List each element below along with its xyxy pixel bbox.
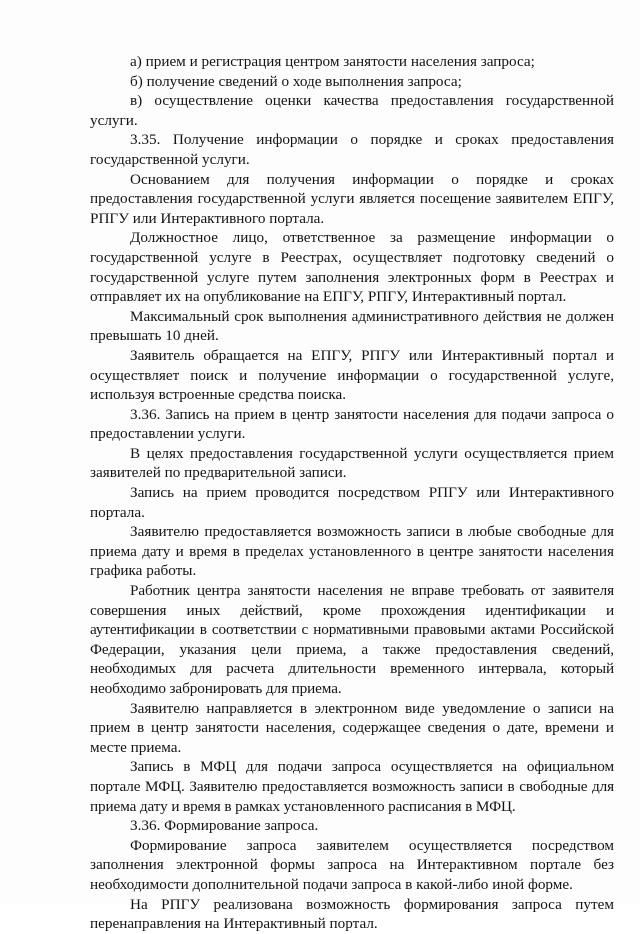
paragraph-item-b: б) получение сведений о ходе выполнения запроса; xyxy=(130,72,462,90)
section-heading-3-36-appointment: 3.36. Запись на прием в центр занятости населения для подачи запроса о предоставлении услуги. xyxy=(90,405,614,443)
paragraph: Запись в МФЦ для подачи запроса осуществляется на официальном портале МФЦ. Заявителю предоставляется возможность записи в свободные для приема дату и время в рамках установленного расписания в МФЦ. xyxy=(90,758,614,815)
paragraph: Запись на прием проводится посредством РПГУ или Интерактивного портала. xyxy=(90,484,614,521)
paragraph-item-c: в) осуществление оценки качества предоставления государственной услуги. xyxy=(90,92,614,129)
section-heading-3-35: 3.35. Получение информации о порядке и сроках предоставления государственной услуги. xyxy=(90,131,614,168)
paragraph: Формирование запроса заявителем осуществляется посредством заполнения электронной формы запроса на Интерактивном портале без необходимости дополнительной подачи запроса в какой-либо иной форме. xyxy=(90,836,614,893)
paragraph: Максимальный срок выполнения административного действия не должен превышать 10 дней. xyxy=(90,307,614,345)
paragraph: В целях предоставления государственной услуги осуществляется прием заявителей по предварительной записи. xyxy=(90,444,614,482)
paragraph: Заявителю предоставляется возможность записи в любые свободные для приема дату и время в пределах установленного в центре занятости населения графика работы. xyxy=(90,523,614,580)
paragraph: Заявителю направляется в электронном виде уведомление о записи на прием в центр занятости населения, содержащее сведения о дате, времени и месте приема. xyxy=(90,699,614,756)
paragraph-item-a: а) прием и регистрация центром занятости населения запроса; xyxy=(130,53,535,70)
paragraph: На РПГУ реализована возможность формирования запроса путем перенаправления на Интерактивный портал. xyxy=(90,895,614,933)
paragraph: Заявитель обращается на ЕПГУ, РПГУ или Интерактивный портал и осуществляет поиск и получение информации о государственной услуге, используя встроенные средства поиска. xyxy=(90,346,614,404)
paragraph: Работник центра занятости населения не вправе требовать от заявителя совершения иных действий, кроме прохождения идентификации и аутентификации в соответствии с нормативными правовыми актами Российской Федерации, указания цели приема, а также предоставления сведений, необходимых для расчета длительности временного интервала, который необходимо забронировать для приема. xyxy=(90,582,614,697)
section-heading-3-36-request: 3.36. Формирование запроса. xyxy=(130,817,319,835)
paragraph: Должностное лицо, ответственное за размещение информации о государственной услуге в Реестрах, осуществляет подготовку сведений о государственной услуге путем заполнения электронных форм в Реестрах и отправляет их на опубликование на ЕПГУ, РПГУ, Интерактивный портал. xyxy=(90,229,614,306)
document-body xyxy=(90,52,614,934)
paragraph: Основанием для получения информации о порядке и сроках предоставления государственной услуги является посещение заявителем ЕПГУ, РПГУ или Интерактивного портала. xyxy=(90,170,614,227)
